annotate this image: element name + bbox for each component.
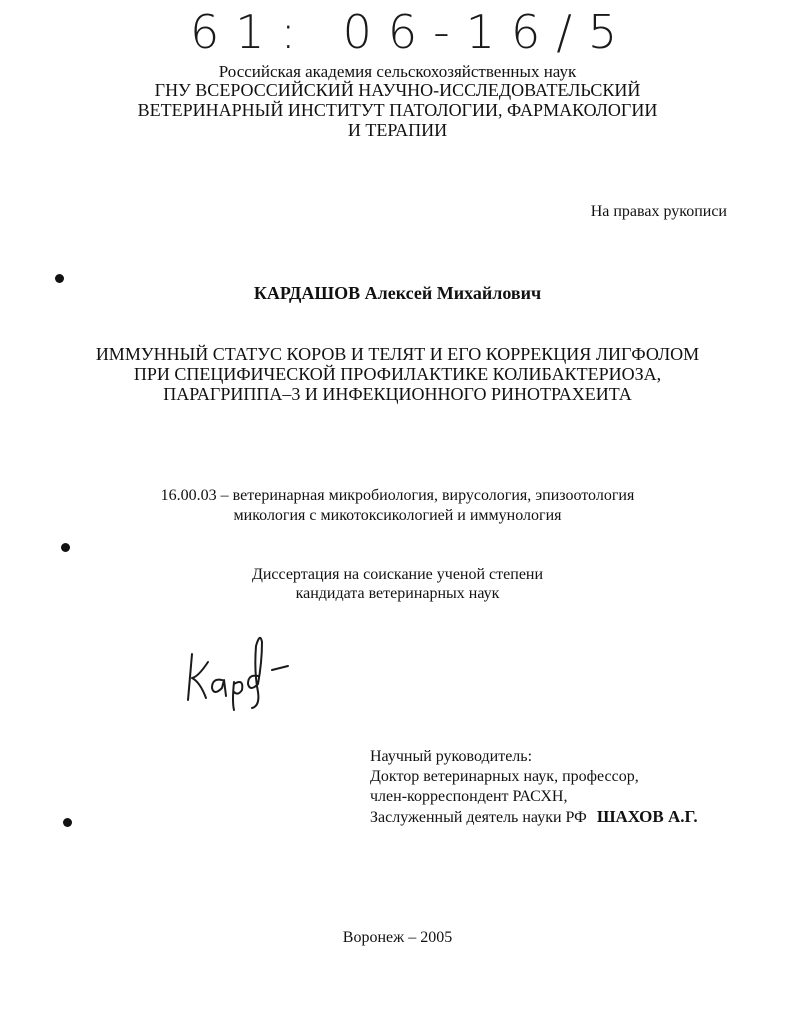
dissertation-title-line3: ПАРАГРИППА–3 И ИНФЕКЦИОННОГО РИНОТРАХЕИТА [163,384,632,404]
margin-dot-2 [61,543,70,552]
supervisor-title-line [370,807,698,827]
dissertation-title-line2: ПРИ СПЕЦИФИЧЕСКОЙ ПРОФИЛАКТИКЕ КОЛИБАКТЕРИОЗА, [133,364,662,384]
organization-institute-line1: ГНУ ВСЕРОССИЙСКИЙ НАУЧНО-ИССЛЕДОВАТЕЛЬСКИЙ [154,80,641,100]
author-name: КАРДАШОВ Алексей Михайлович [253,283,542,303]
organization-institute-line2: ВЕТЕРИНАРНЫЙ ИНСТИТУТ ПАТОЛОГИИ, ФАРМАКОЛОГИИ [137,100,658,120]
city-year: Воронеж – 2005 [342,929,453,946]
specialty-line2: микология с микотоксикологией и иммунология [233,507,562,524]
specialty-line1: 16.00.03 – ветеринарная микробиология, вирусология, эпизоотология [160,487,635,504]
degree-line1: Диссертация на соискание ученой степени [251,566,544,583]
supervisor-honorary-title: Заслуженный деятель науки РФ [370,809,587,826]
supervisor-heading: Научный руководитель: [370,748,533,765]
supervisor-degree: Доктор ветеринарных наук, профессор, [370,768,639,785]
rights-note: На правах рукописи [590,203,727,220]
author-signature [178,622,298,712]
margin-dot-1 [55,274,64,283]
handwritten-archive-number: 61: 06-16/5 [190,5,634,59]
organization-academy: Российская академия сельскохозяйственных наук [218,62,577,81]
supervisor-membership: член-корреспондент РАСХН, [370,788,568,805]
organization-institute-line3: И ТЕРАПИИ [347,120,448,140]
supervisor-name: ШАХОВ А.Г. [596,807,698,826]
degree-line2: кандидата ветеринарных наук [295,585,500,602]
dissertation-title-line1: ИММУННЫЙ СТАТУС КОРОВ И ТЕЛЯТ И ЕГО КОРРЕКЦИЯ ЛИГФОЛОМ [95,344,700,364]
margin-dot-3 [63,818,72,827]
